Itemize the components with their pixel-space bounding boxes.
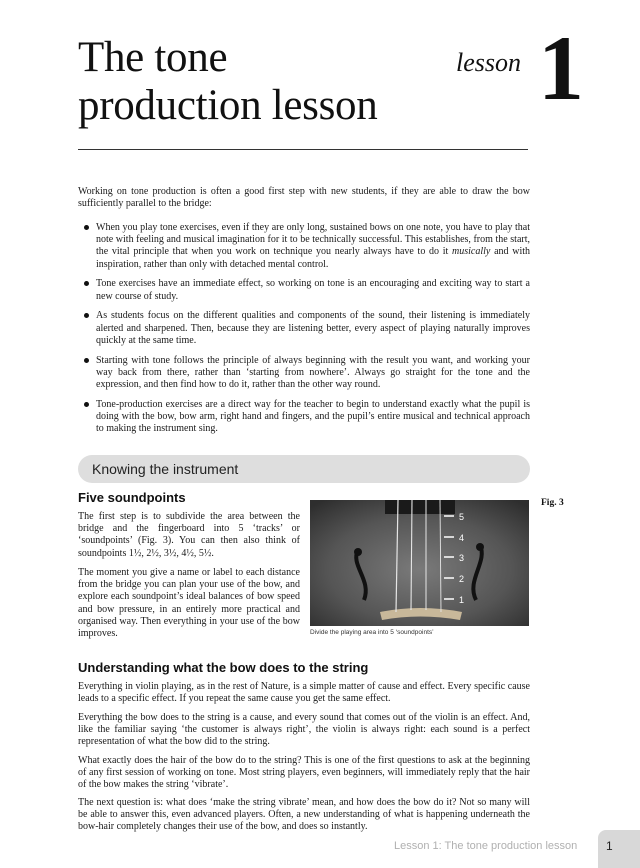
page-number-tab (598, 830, 640, 868)
bullet-text: Tone exercises have an immediate effect, so working on tone is an encouraging and exciting way to start a new course of study. (96, 278, 530, 302)
figure-caption: Divide the playing area into 5 ‘soundpoints’ (310, 629, 434, 636)
lesson-word: lesson (456, 48, 521, 77)
bullet-item (82, 222, 530, 271)
bullet-text: Starting with tone follows the principle of always beginning with the result you want, and working your way back from there, rather than ‘starting from nowhere’. Always go straight for the tone and the expression, and then find how to do it, rather than the other way round. (96, 354, 530, 391)
violin-soundpoints-photo (310, 500, 529, 626)
bullet-dot-icon (84, 281, 89, 286)
bullet-item (82, 399, 530, 436)
title-line-2: production lesson (78, 82, 378, 129)
bow-section-heading: Understanding what the bow does to the string (78, 660, 369, 675)
bow-paragraph-2: Everything the bow does to the string is a cause, and every sound that comes out of the violin is an effect. And, like the familiar saying ‘the customer is always right’, the violin is always right: each sound is a perfect representation of what the bow did to the string. (78, 712, 530, 748)
soundpoint-3-label: 3 (459, 553, 465, 563)
bow-paragraph-4: The next question is: what does ‘make the string vibrate’ mean, and how does the bow do it? Not so many will be able to answer this, even advanced players. Often, a new understanding of what is happening underneath the bow-hair completely changes their use of the bow, and does so instantly. (78, 797, 530, 833)
bullet-text: As students focus on the different qualities and components of the sound, their listening is immediately alerted and sharpened. Then, because they are listening better, every aspect of playing naturally improves quickly at the same time. (96, 310, 530, 346)
title-line-1: The tone (78, 34, 228, 81)
bullet-dot-icon (84, 358, 89, 363)
violin-body (310, 500, 529, 626)
soundpoint-2-label: 2 (459, 574, 465, 584)
soundpoint-4-label: 4 (459, 533, 465, 543)
f-hole-left-eye (354, 548, 362, 556)
section-header-bar (78, 455, 530, 483)
bullet-item (82, 355, 530, 392)
bullet-text: Tone-production exercises are a direct way for the teacher to begin to understand exactly what the pupil is doing with the bow, bow arm, right hand and fingers, and the pupil’s entire musical and technical approach to making the instrument sing. (96, 398, 530, 435)
intro-paragraph: Working on tone production is often a good first step with new students, if they are able to draw the bow sufficiently parallel to the bridge: (78, 186, 530, 210)
bullet-dot-icon (84, 313, 89, 318)
soundpoints-paragraph-2: The moment you give a name or label to each distance from the bridge you can plan your use of the bow, and explore each soundpoint’s ideal balances of bow speed and bow pressure, in an entirely more practical and organised way. Then everything in your use of the bow improves. (78, 567, 300, 640)
bow-paragraph-3: What exactly does the hair of the bow do to the string? This is one of the first questions to ask at the beginning of any first session of working on tone. Most string players, even beginners, will immediately reply that the hair of the bow makes the string ‘vibrate’. (78, 755, 530, 791)
bullet-text-after: and with inspiration, rather than only with detached mental control. (96, 246, 531, 270)
bullet-item (82, 278, 530, 302)
bullet-list (82, 222, 530, 443)
page-title (78, 34, 458, 130)
title-rule (78, 149, 528, 150)
bullet-dot-icon (84, 225, 89, 230)
page-number: 1 (606, 839, 613, 853)
violin-illustration (310, 500, 529, 626)
f-hole-right-eye (476, 543, 484, 551)
bullet-item (82, 310, 530, 347)
soundpoint-5-label: 5 (459, 512, 465, 522)
soundpoints-paragraph-1: The first step is to subdivide the area between the bridge and the fingerboard into 5 ‘tracks’ or ‘soundpoints’ (Fig. 3). You can then also think of soundpoints 1½, 2½, 3½, 4½, 5½. (78, 511, 300, 559)
bullet-emphasis: musically (452, 246, 491, 258)
bullet-dot-icon (84, 402, 89, 407)
figure-label: Fig. 3 (541, 498, 564, 508)
fingerboard-end (385, 500, 455, 514)
section-title: Knowing the instrument (92, 461, 239, 477)
running-footer-title: Lesson 1: The tone production lesson (394, 840, 578, 852)
bullet-text-before: When you play tone exercises, even if they are only long, sustained bows on one note, you have to play that note with feeling and musical imagination for it to be technically successful. This establishes, from the start, the vital principle that when you work on technique you nearly always have to do it (96, 222, 530, 258)
lesson-number: 1 (538, 17, 584, 119)
bow-paragraph-1: Everything in violin playing, as in the rest of Nature, is a simple matter of cause and effect. Every specific cause leads to a specific effect. If you repeat the same cause you get the same effect. (78, 681, 530, 705)
soundpoint-1-label: 1 (459, 595, 465, 605)
soundpoints-heading: Five soundpoints (78, 490, 186, 505)
